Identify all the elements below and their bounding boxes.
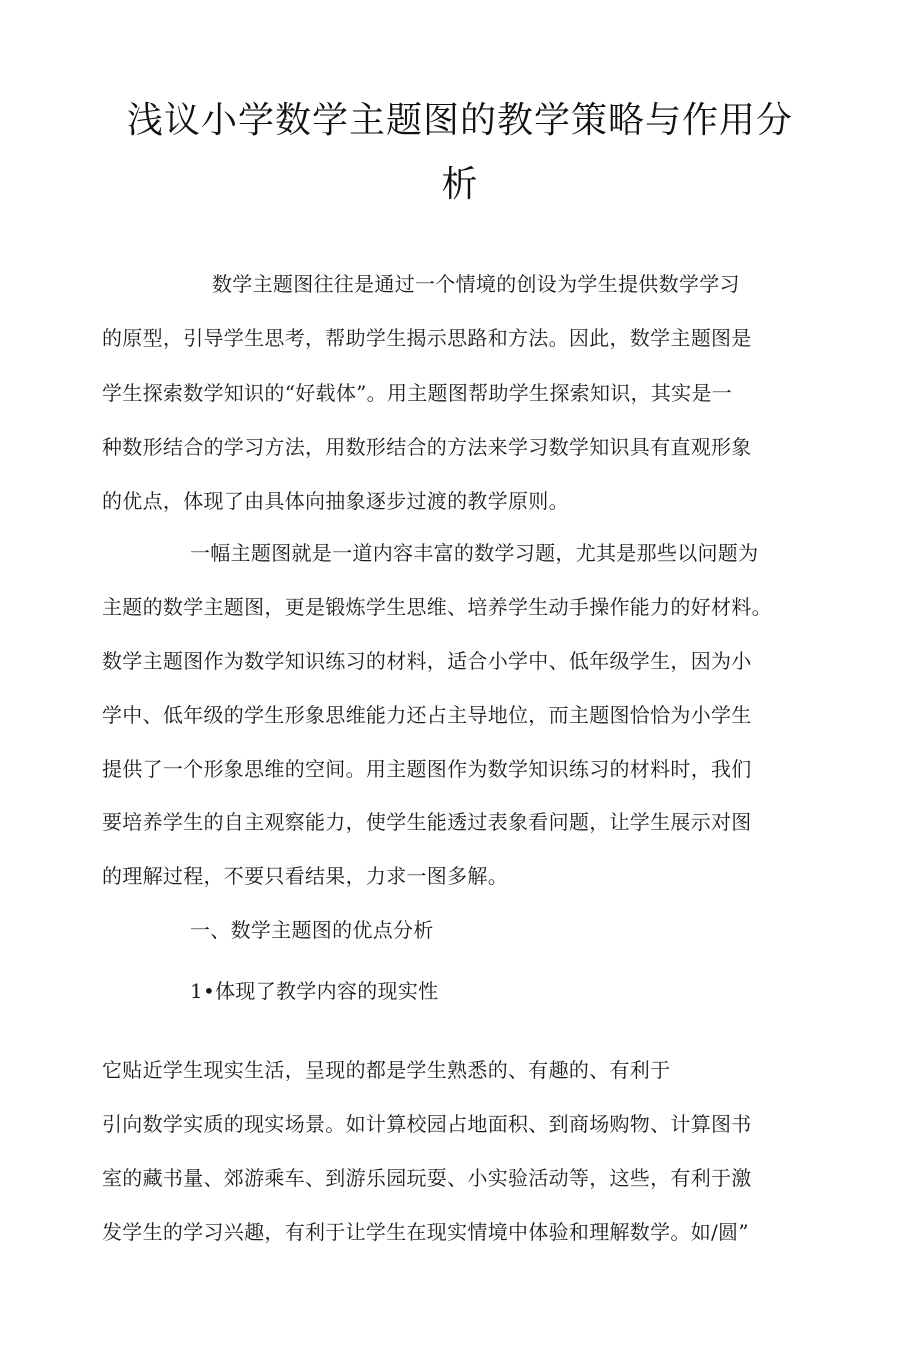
- paragraph-1-line-2: 的原型，引导学生思考，帮助学生揭示思路和方法。因此，数学主题图是: [102, 326, 752, 350]
- paragraph-2-line-1: 一幅主题图就是一道内容丰富的数学习题，尤其是那些以问题为: [190, 541, 759, 565]
- paragraph-1-line-5: 的优点，体现了由具体向抽象逐步过渡的教学原则。: [102, 489, 569, 513]
- paragraph-2-line-7: 的理解过程，不要只看结果，力求一图多解。: [102, 864, 508, 888]
- paragraph-2-line-6: 要培养学生的自主观察能力，使学生能透过表象看问题，让学生展示对图: [102, 810, 752, 834]
- paragraph-3-line-4: 发学生的学习兴趣，有利于让学生在现实情境中体验和理解数学。如/圆”: [102, 1220, 749, 1244]
- paragraph-1-line-4: 种数形结合的学习方法，用数形结合的方法来学习数学知识具有直观形象: [102, 435, 752, 459]
- paragraph-2-line-2: 主题的数学主题图，更是锻炼学生思维、培养学生动手操作能力的好材料。: [102, 595, 772, 619]
- paragraph-2-line-3: 数学主题图作为数学知识练习的材料，适合小学中、低年级学生，因为小: [102, 649, 752, 673]
- section-heading: 一、数学主题图的优点分析: [190, 918, 434, 942]
- paragraph-2-line-4: 学中、低年级的学生形象思维能力还占主导地位，而主题图恰恰为小学生: [102, 703, 752, 727]
- paragraph-1-line-1: 数学主题图往往是通过一个情境的创设为学生提供数学学习: [212, 272, 740, 296]
- subsection-heading: 1•体现了教学内容的现实性: [190, 979, 439, 1003]
- paragraph-3-line-1: 它贴近学生现实生活，呈现的都是学生熟悉的、有趣的、有利于: [102, 1058, 671, 1082]
- paragraph-3-line-2: 引向数学实质的现实场景。如计算校园占地面积、到商场购物、计算图书: [102, 1112, 752, 1136]
- document-title-line-2: 析: [441, 164, 479, 205]
- paragraph-1-line-3: 学生探索数学知识的“好载体”。用主题图帮助学生探索知识，其实是一: [102, 381, 733, 405]
- document-title-line-1: 浅议小学数学主题图的教学策略与作用分: [126, 100, 793, 141]
- paragraph-2-line-5: 提供了一个形象思维的空间。用主题图作为数学知识练习的材料时，我们: [102, 757, 752, 781]
- paragraph-3-line-3: 室的藏书量、郊游乘车、到游乐园玩耍、小实验活动等，这些，有利于激: [102, 1166, 752, 1190]
